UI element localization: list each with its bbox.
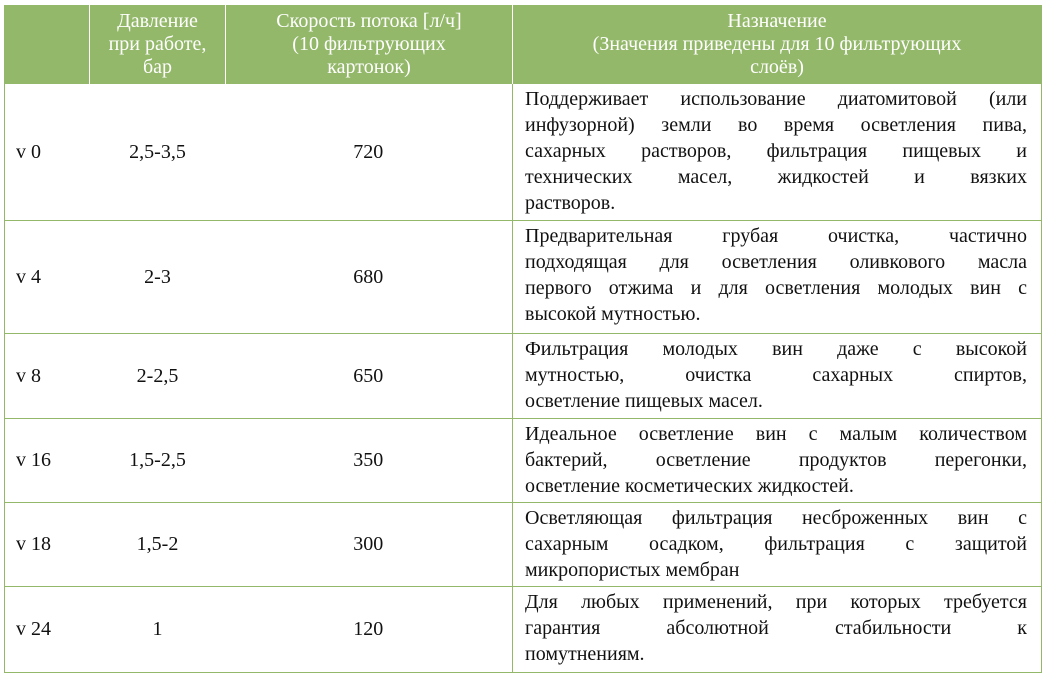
cell-pressure: 1 bbox=[90, 586, 226, 672]
table-row bbox=[5, 586, 1042, 672]
cell-model: v 16 bbox=[5, 418, 90, 502]
header-flow bbox=[226, 5, 513, 83]
header-flow-line: (10 фильтрующих bbox=[292, 33, 446, 55]
purpose-line: Фильтрация молодых вин даже с высокой bbox=[525, 337, 1027, 360]
header-pressure-line: при работе, bbox=[108, 33, 207, 55]
purpose-line: Для любых применений, при которых требуется bbox=[525, 590, 1027, 613]
purpose-line: технических масел, жидкостей и вязких bbox=[525, 165, 1027, 188]
header-purpose-line: слоёв) bbox=[750, 56, 804, 78]
table-row bbox=[5, 220, 1042, 333]
cell-purpose bbox=[513, 502, 1042, 586]
cell-purpose bbox=[513, 586, 1042, 672]
header-pressure bbox=[90, 5, 226, 83]
cell-purpose bbox=[513, 83, 1042, 220]
purpose-line: инфузорной) земли во время осветления пива, bbox=[525, 113, 1027, 136]
cell-model: v 24 bbox=[5, 586, 90, 672]
header-purpose-line: Назначение bbox=[727, 10, 827, 32]
table-row bbox=[5, 502, 1042, 586]
purpose-line: Предварительная грубая очистка, частично bbox=[525, 224, 1027, 247]
cell-flow: 680 bbox=[226, 220, 513, 333]
table-header-row bbox=[5, 5, 1042, 83]
purpose-line: осветление пищевых масел. bbox=[525, 389, 763, 412]
purpose-line: помутнениям. bbox=[525, 642, 645, 665]
header-pressure-line: бар bbox=[142, 56, 173, 78]
header-pressure-line: Давление bbox=[117, 10, 198, 32]
cell-purpose bbox=[513, 333, 1042, 418]
cell-model: v 18 bbox=[5, 502, 90, 586]
purpose-line: растворов. bbox=[525, 191, 616, 214]
header-purpose bbox=[513, 5, 1042, 83]
cell-pressure: 2-3 bbox=[90, 220, 226, 333]
purpose-line: осветление косметических жидкостей. bbox=[525, 474, 854, 497]
filter-spec-table bbox=[4, 5, 1042, 673]
purpose-line: мутностью, очистка сахарных спиртов, bbox=[525, 363, 1027, 386]
table-row bbox=[5, 333, 1042, 418]
header-flow-line: Скорость потока [л/ч] bbox=[276, 10, 462, 32]
purpose-line: сахарным осадком, фильтрация с защитой bbox=[525, 532, 1027, 555]
cell-model: v 8 bbox=[5, 333, 90, 418]
purpose-line: Осветляющая фильтрация несброженных вин с bbox=[525, 506, 1027, 529]
purpose-line: Идеальное осветление вин с малым количеством bbox=[525, 422, 1027, 445]
cell-pressure: 1,5-2 bbox=[90, 502, 226, 586]
purpose-line: высокой мутностью. bbox=[525, 302, 701, 325]
cell-flow: 300 bbox=[226, 502, 513, 586]
cell-purpose bbox=[513, 220, 1042, 333]
purpose-line: сахарных растворов, фильтрация пищевых и bbox=[525, 139, 1027, 162]
cell-purpose bbox=[513, 418, 1042, 502]
purpose-line: гарантия абсолютной стабильности к bbox=[525, 616, 1027, 639]
table-row bbox=[5, 83, 1042, 220]
header-flow-line: картонок) bbox=[327, 56, 411, 78]
purpose-line: Поддерживает использование диатомитовой (или bbox=[525, 87, 1027, 110]
header-model bbox=[5, 5, 90, 83]
cell-model: v 0 bbox=[5, 83, 90, 220]
cell-pressure: 1,5-2,5 bbox=[90, 418, 226, 502]
cell-flow: 350 bbox=[226, 418, 513, 502]
purpose-line: микропористых мембран bbox=[525, 558, 740, 581]
header-purpose-line: (Значения приведены для 10 фильтрующих bbox=[592, 33, 962, 55]
cell-pressure: 2-2,5 bbox=[90, 333, 226, 418]
purpose-line: бактерий, осветление продуктов перегонки, bbox=[525, 448, 1027, 471]
purpose-line: первого отжима и для осветления молодых вин с bbox=[525, 276, 1027, 299]
cell-flow: 720 bbox=[226, 83, 513, 220]
cell-flow: 650 bbox=[226, 333, 513, 418]
cell-model: v 4 bbox=[5, 220, 90, 333]
cell-flow: 120 bbox=[226, 586, 513, 672]
table-row bbox=[5, 418, 1042, 502]
purpose-line: подходящая для осветления оливкового масла bbox=[525, 250, 1027, 273]
cell-pressure: 2,5-3,5 bbox=[90, 83, 226, 220]
